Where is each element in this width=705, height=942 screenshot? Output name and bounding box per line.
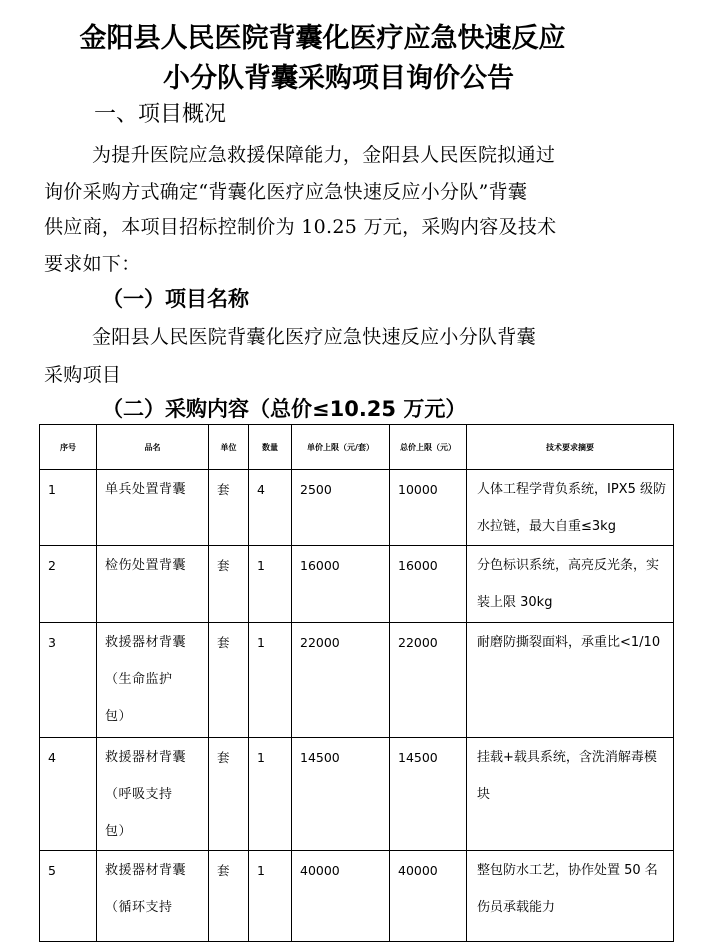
cell-unit: 套 <box>217 558 230 573</box>
cell-unit-price: 14500 <box>300 750 340 765</box>
cell-name: 救援器材背囊 （循环支持 <box>105 863 187 915</box>
cell-qty: 1 <box>257 750 265 765</box>
para1-line4: 要求如下： <box>44 253 141 275</box>
cell-unit: 套 <box>217 482 230 497</box>
cell-no: 2 <box>48 558 56 573</box>
cell-spec: 整包防水工艺，协作处置 50 名 伤员承载能力 <box>477 863 658 915</box>
cell-total: 40000 <box>398 863 438 878</box>
cell-no: 1 <box>48 482 56 497</box>
cell-qty: 1 <box>257 863 265 878</box>
doc-title-line1: 金阳县人民医院背囊化医疗应急快速反应 <box>79 23 566 54</box>
cell-total: 22000 <box>398 635 438 650</box>
header-spec: 技术要求摘要 <box>467 425 674 470</box>
subsection1-heading: （一）项目名称 <box>102 287 249 311</box>
subsection2-heading: （二）采购内容（总价≤10.25 万元） <box>102 397 467 421</box>
cell-spec: 挂载+载具系统，含洗消解毒模 块 <box>477 750 657 802</box>
cell-unit-price: 40000 <box>300 863 340 878</box>
table-header-row <box>40 425 674 470</box>
cell-spec: 耐磨防撕裂面料，承重比<1/10 <box>477 635 661 650</box>
header-unit: 单位 <box>209 425 249 470</box>
procurement-table <box>39 424 674 942</box>
para2-line2: 采购项目 <box>44 364 122 386</box>
para1-line1: 为提升医院应急救援保障能力，金阳县人民医院拟通过 <box>92 144 556 166</box>
cell-total: 16000 <box>398 558 438 573</box>
section1-heading: 一、项目概况 <box>94 102 227 127</box>
cell-unit-price: 16000 <box>300 558 340 573</box>
cell-name: 救援器材背囊 （呼吸支持 包） <box>105 750 187 839</box>
header-unit-price: 单价上限（元/套） <box>292 425 390 470</box>
para1-line3: 供应商，本项目招标控制价为 10.25 万元，采购内容及技术 <box>44 216 557 238</box>
cell-qty: 1 <box>257 635 265 650</box>
cell-no: 3 <box>48 635 56 650</box>
cell-unit: 套 <box>217 635 230 650</box>
cell-spec: 分色标识系统，高亮反光条，实 装上限 30kg <box>477 558 660 610</box>
cell-qty: 1 <box>257 558 265 573</box>
para2-line1: 金阳县人民医院背囊化医疗应急快速反应小分队背囊 <box>92 326 536 348</box>
cell-unit: 套 <box>217 750 230 765</box>
doc-title-line2: 小分队背囊采购项目询价公告 <box>163 63 514 94</box>
table-row <box>40 738 674 851</box>
cell-no: 4 <box>48 750 56 765</box>
table-row <box>40 623 674 738</box>
header-qty: 数量 <box>249 425 292 470</box>
table-row <box>40 546 674 623</box>
cell-name: 救援器材背囊 （生命监护 包） <box>105 635 187 724</box>
cell-no: 5 <box>48 863 56 878</box>
cell-unit: 套 <box>217 863 230 878</box>
cell-unit-price: 2500 <box>300 482 332 497</box>
cell-unit-price: 22000 <box>300 635 340 650</box>
cell-name: 检伤处置背囊 <box>105 558 187 573</box>
header-no: 序号 <box>40 425 97 470</box>
table-row <box>40 470 674 546</box>
cell-qty: 4 <box>257 482 265 497</box>
cell-total: 10000 <box>398 482 438 497</box>
header-name: 品名 <box>97 425 209 470</box>
table-row <box>40 851 674 942</box>
cell-total: 14500 <box>398 750 438 765</box>
cell-name: 单兵处置背囊 <box>105 482 187 497</box>
cell-spec: 人体工程学背负系统，IPX5 级防 水拉链，最大自重≤3kg <box>477 482 666 534</box>
header-total: 总价上限（元） <box>390 425 467 470</box>
para1-line2: 询价采购方式确定“背囊化医疗应急快速反应小分队”背囊 <box>44 181 528 203</box>
